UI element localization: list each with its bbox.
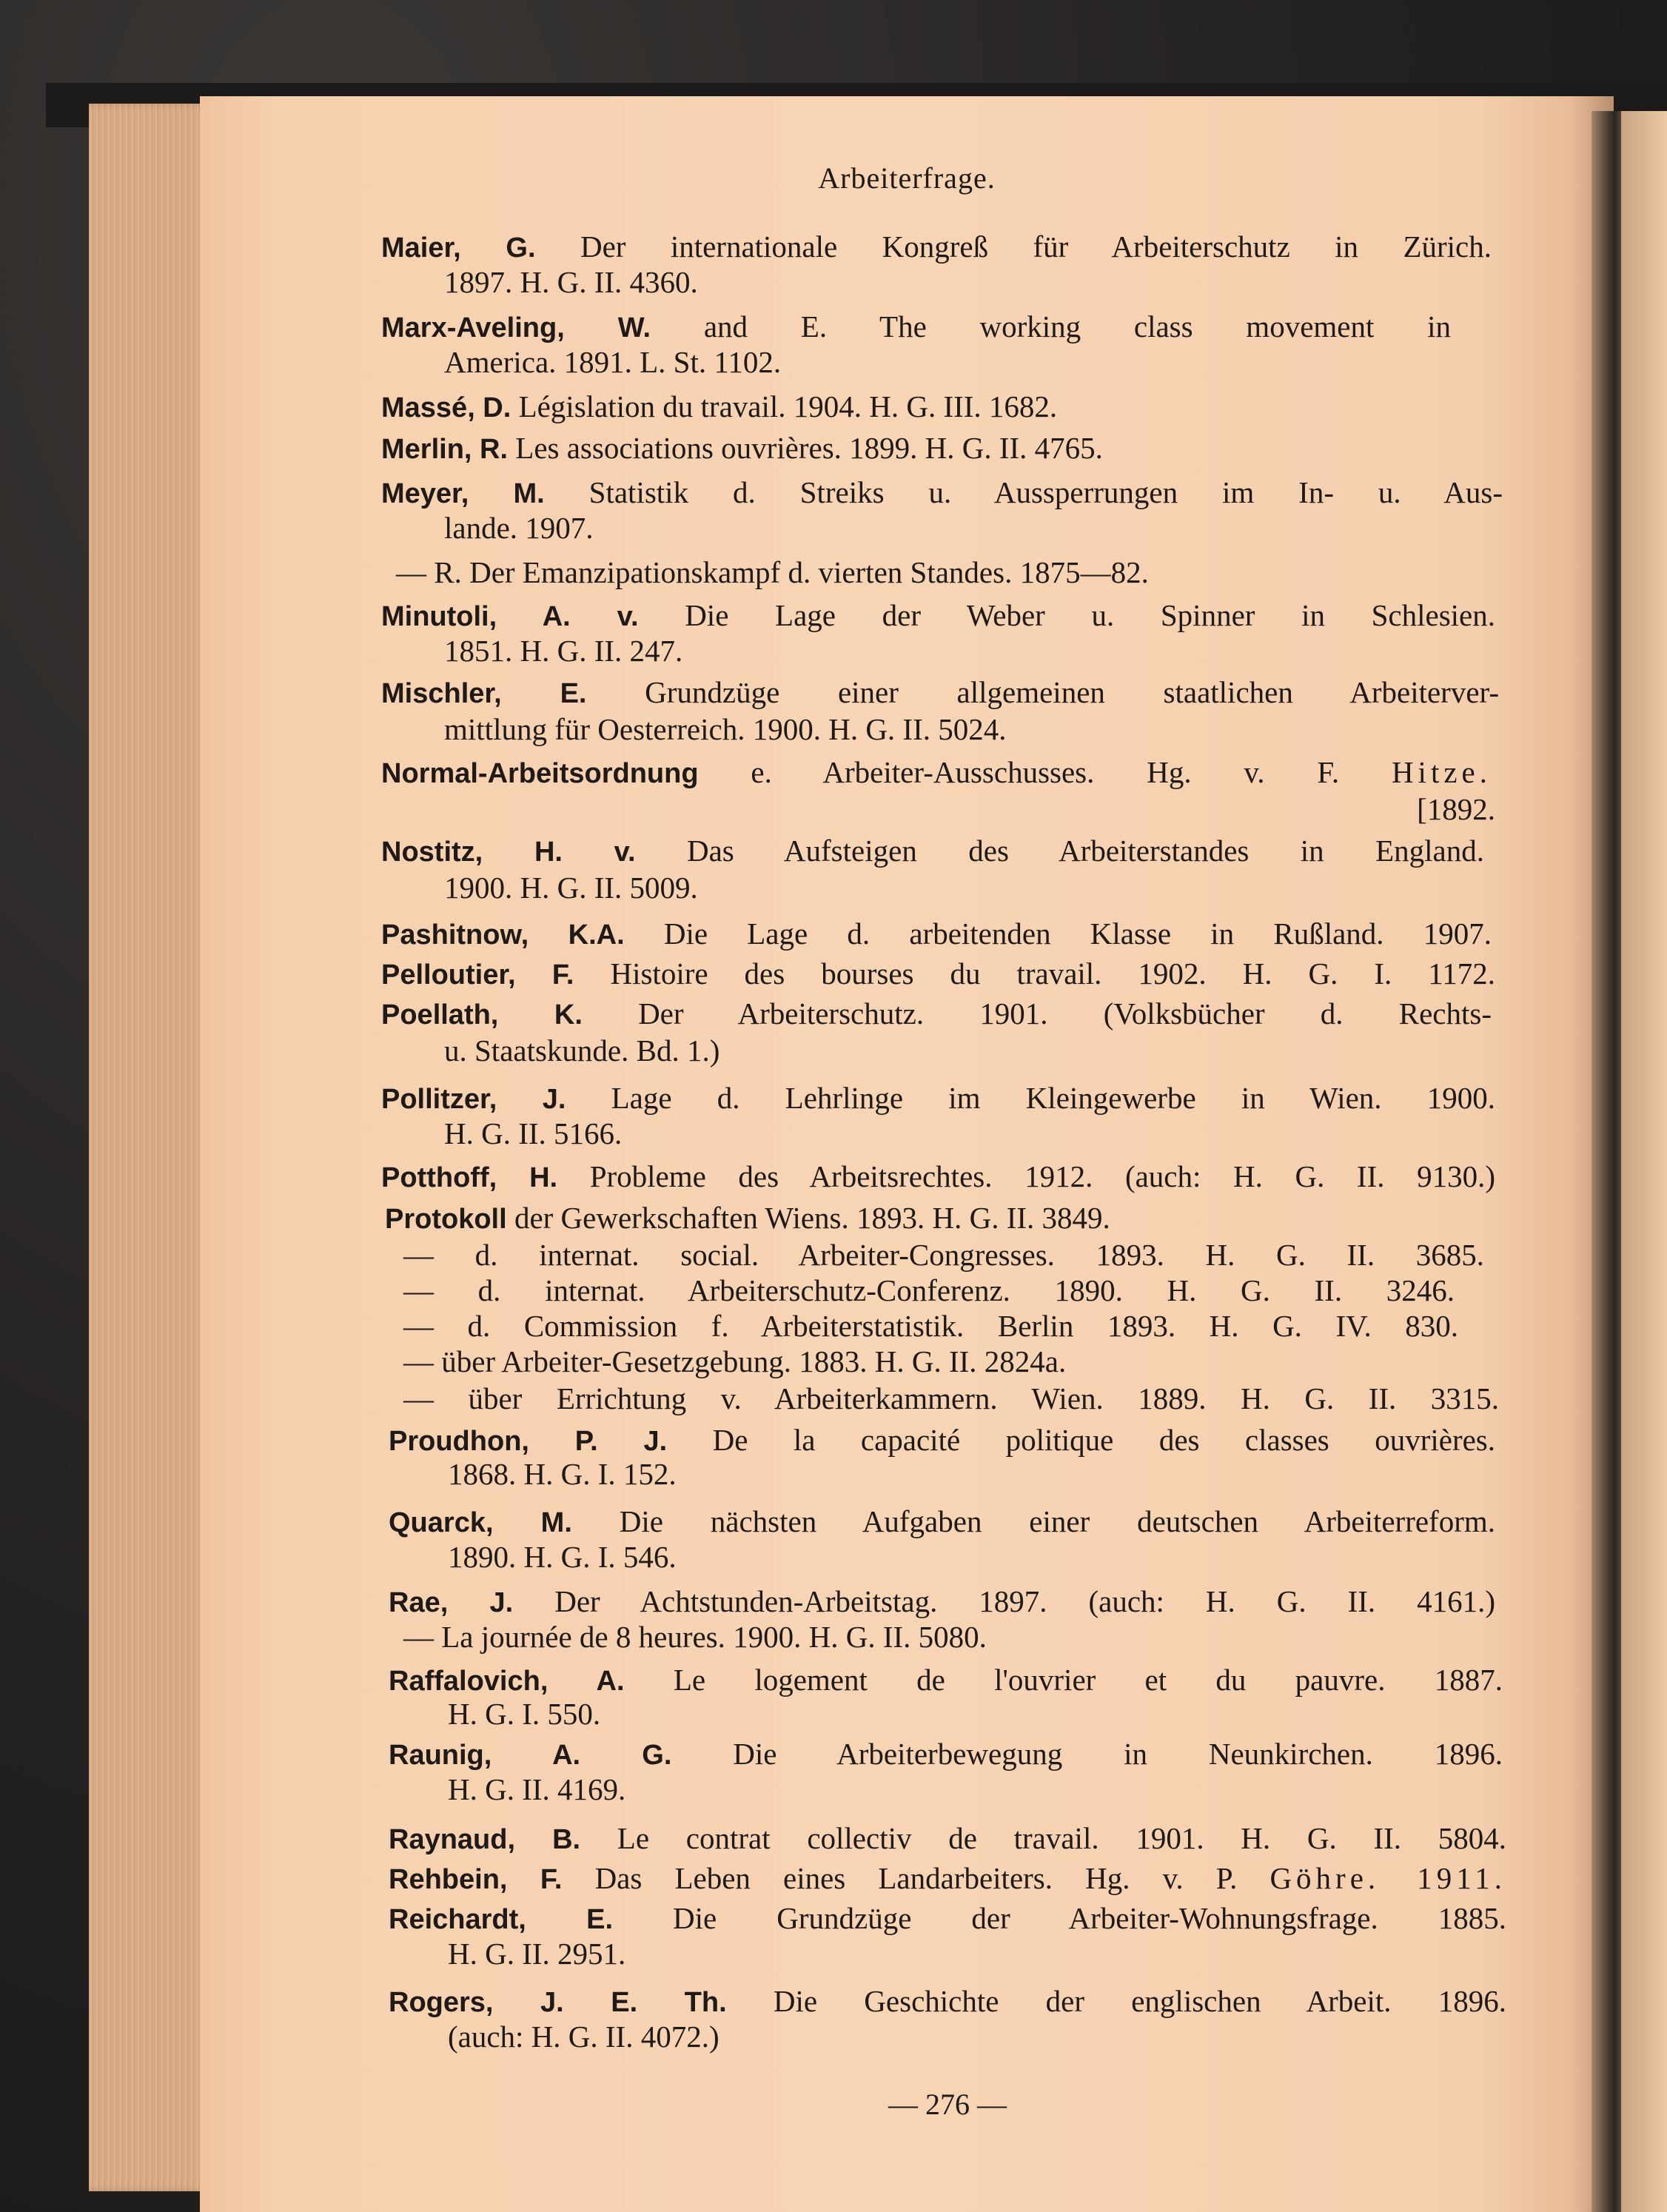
author-name: Quarck, M. [389, 1507, 572, 1538]
entry-text: Die Lage der Weber u. Spinner in Schlesien. [638, 598, 1495, 632]
entry-line [381, 309, 1451, 345]
author-name: Mischler, E. [381, 678, 587, 709]
entry-line [389, 1423, 1495, 1458]
entry-text: Histoire des bourses du travail. 1902. H. G. I. 1172. [574, 956, 1496, 991]
entry-continuation-line [403, 1273, 1455, 1307]
entry-text: [1892. [1417, 792, 1495, 826]
entry-continuation-line [448, 1540, 766, 1574]
entry-text: Le logement de l'ouvrier et du pauvre. 1887. [624, 1663, 1503, 1697]
entry-text: — La journée de 8 heures. 1900. H. G. II. 5080. [403, 1620, 987, 1654]
entry-line [381, 229, 1492, 265]
entry-text: Die Geschichte der englischen Arbeit. 1896. [726, 1984, 1506, 2018]
entry-text: lande. 1907. [444, 511, 594, 545]
entry-continuation-line [444, 345, 947, 379]
entry-continuation-line [1377, 792, 1495, 826]
entry-line [389, 1901, 1506, 1937]
author-name: Raffalovich, A. [389, 1666, 625, 1697]
entry-line [381, 598, 1495, 634]
entry-text: Probleme des Arbeitsrechtes. 1912. (auch: H. G. II. 9130.) [557, 1159, 1495, 1193]
author-name: Nostitz, H. v. [381, 837, 636, 868]
author-name: Marx-Aveling, W. [381, 312, 651, 343]
spaced-name: Hitze. [1391, 755, 1492, 789]
entry-text: e. Arbeiter-Ausschusses. Hg. v. F. [698, 755, 1392, 789]
entry-text: Législation du travail. 1904. H. G. III. 1682. [511, 389, 1058, 423]
entry-line [381, 956, 1495, 992]
entry-text: H. G. II. 4169. [448, 1772, 626, 1806]
entry-continuation-line [448, 2020, 833, 2054]
entry-text: Das Aufsteigen des Arbeiterstandes in England. [635, 834, 1484, 868]
entry-continuation-line [448, 1457, 766, 1491]
entry-line [389, 1663, 1503, 1698]
entry-text: and E. The working class movement in [651, 309, 1451, 343]
entry-continuation-line [448, 1772, 707, 1806]
entry-text: — über Errichtung v. Arbeiterkammern. Wien. 1889. H. G. II. 3315. [403, 1381, 1499, 1415]
entry-line [381, 1159, 1495, 1195]
entry-line [381, 389, 1332, 425]
entry-text: America. 1891. L. St. 1102. [444, 345, 782, 379]
entry-continuation-line [396, 555, 1418, 589]
entry-text: der Gewerkschaften Wiens. 1893. H. G. II. 3849. [506, 1201, 1110, 1235]
entry-continuation-line [444, 634, 777, 668]
spaced-name: Göhre. 1911. [1269, 1861, 1506, 1895]
author-name: Raynaud, B. [389, 1824, 581, 1855]
entry-line [389, 1984, 1506, 2020]
running-title: Arbeiterfrage. [818, 161, 996, 195]
author-name: Rehbein, F. [389, 1864, 563, 1895]
entry-text: 1851. H. G. II. 247. [444, 634, 683, 668]
entry-text: Die Lage d. arbeitenden Klasse in Rußland. 1907. [624, 916, 1492, 951]
entry-line [389, 1821, 1506, 1857]
entry-line [381, 675, 1499, 711]
entry-line [381, 834, 1484, 869]
entry-continuation-line [444, 265, 762, 299]
entry-text: — d. Commission f. Arbeiterstatistik. Berlin 1893. H. G. IV. 830. [403, 1309, 1458, 1343]
entry-text: u. Staatskunde. Bd. 1.) [444, 1033, 720, 1068]
entry-line [381, 916, 1492, 952]
author-name: Proudhon, P. J. [389, 1426, 668, 1457]
author-name: Rogers, J. E. Th. [389, 1987, 727, 2018]
author-name: Reichardt, E. [389, 1904, 614, 1935]
author-name: Rae, J. [389, 1587, 514, 1618]
entry-continuation-line [448, 1697, 670, 1731]
entry-continuation-line [444, 1116, 696, 1150]
entry-text: mittlung für Oesterreich. 1900. H. G. II. 5024. [444, 712, 1007, 746]
entry-line [389, 1861, 1506, 1897]
entry-text: H. G. I. 550. [448, 1697, 601, 1731]
entry-continuation-line [403, 1344, 1240, 1378]
entry-text: 1900. H. G. II. 5009. [444, 871, 698, 905]
entry-text: 1868. H. G. I. 152. [448, 1457, 677, 1491]
entry-continuation-line [448, 1937, 744, 1971]
entry-text: Le contrat collectiv de travail. 1901. H. G. II. 5804. [580, 1821, 1506, 1855]
entry-continuation-line [403, 1238, 1484, 1272]
entry-text: — d. internat. Arbeiterschutz-Conferenz. 1890. H. G. II. 3246. [403, 1273, 1455, 1307]
entry-continuation-line [444, 712, 1251, 746]
entry-continuation-line [444, 871, 792, 905]
author-name: Maier, G. [381, 232, 536, 264]
entry-text: Statistik d. Streiks u. Aussperrungen im In- u. Aus- [544, 475, 1503, 509]
entry-line [381, 996, 1492, 1032]
author-name: Poellath, K. [381, 999, 583, 1030]
entry-continuation-line [444, 511, 651, 545]
entry-text: — R. Der Emanzipationskampf d. vierten Standes. 1875—82. [396, 555, 1149, 589]
entry-text: De la capacité politique des classes ouvrières. [667, 1423, 1496, 1457]
entry-continuation-line [403, 1620, 1292, 1654]
entry-text: Der Arbeiterschutz. 1901. (Volksbücher d. Rechts- [582, 996, 1492, 1030]
entry-text: Die Grundzüge der Arbeiter-Wohnungsfrage. 1885. [613, 1901, 1506, 1935]
entry-line [389, 1584, 1495, 1620]
entry-text: Die nächsten Aufgaben einer deutschen Arbeiterreform. [571, 1504, 1495, 1538]
entry-text: 1897. H. G. II. 4360. [444, 265, 698, 299]
author-name: Normal-Arbeitsordnung [381, 758, 699, 789]
entry-line [385, 1201, 1325, 1236]
entry-text: 1890. H. G. I. 546. [448, 1540, 677, 1574]
entry-continuation-line [403, 1381, 1499, 1415]
entry-text: — über Arbeiter-Gesetzgebung. 1883. H. G. II. 2824a. [403, 1344, 1067, 1378]
entry-line [389, 1504, 1495, 1540]
entry-line [381, 475, 1503, 511]
entry-text: (auch: H. G. II. 4072.) [448, 2020, 720, 2054]
author-name: Merlin, R. [381, 434, 509, 465]
entry-text: Grundzüge einer allgemeinen staatlichen Arbeiterver- [586, 675, 1500, 709]
author-name: Meyer, M. [381, 478, 545, 509]
entry-text: H. G. II. 5166. [444, 1116, 623, 1150]
entry-text: — d. internat. social. Arbeiter-Congresses. 1893. H. G. II. 3685. [403, 1238, 1484, 1272]
author-name: Pelloutier, F. [381, 959, 574, 991]
author-name: Raunig, A. G. [389, 1740, 672, 1771]
author-name: Pollitzer, J. [381, 1084, 566, 1115]
author-name: Potthoff, H. [381, 1162, 558, 1193]
entry-continuation-line [403, 1309, 1458, 1343]
entry-continuation-line [444, 1033, 829, 1068]
author-name: Protokoll [385, 1204, 507, 1235]
author-name: Massé, D. [381, 392, 511, 423]
entry-text: Das Leben eines Landarbeiters. Hg. v. P. [562, 1861, 1270, 1895]
author-name: Minutoli, A. v. [381, 601, 639, 632]
entry-line [381, 1081, 1495, 1116]
entry-line [381, 755, 1492, 791]
entry-text: Die Arbeiterbewegung in Neunkirchen. 1896. [671, 1737, 1503, 1771]
entry-line [381, 431, 1414, 466]
entry-text: Der Achtstunden-Arbeitstag. 1897. (auch: H. G. II. 4161.) [513, 1584, 1495, 1618]
page-number: — 276 — [888, 2088, 1007, 2121]
entry-text: Der internationale Kongreß für Arbeiterschutz in Zürich. [535, 229, 1492, 264]
entry-line [389, 1737, 1503, 1772]
entry-text: H. G. II. 2951. [448, 1937, 626, 1971]
entry-text: Les associations ouvrières. 1899. H. G. II. 4765. [508, 431, 1103, 465]
author-name: Pashitnow, K.A. [381, 919, 625, 951]
entry-text: Lage d. Lehrlinge im Kleingewerbe in Wien. 1900. [566, 1081, 1495, 1115]
